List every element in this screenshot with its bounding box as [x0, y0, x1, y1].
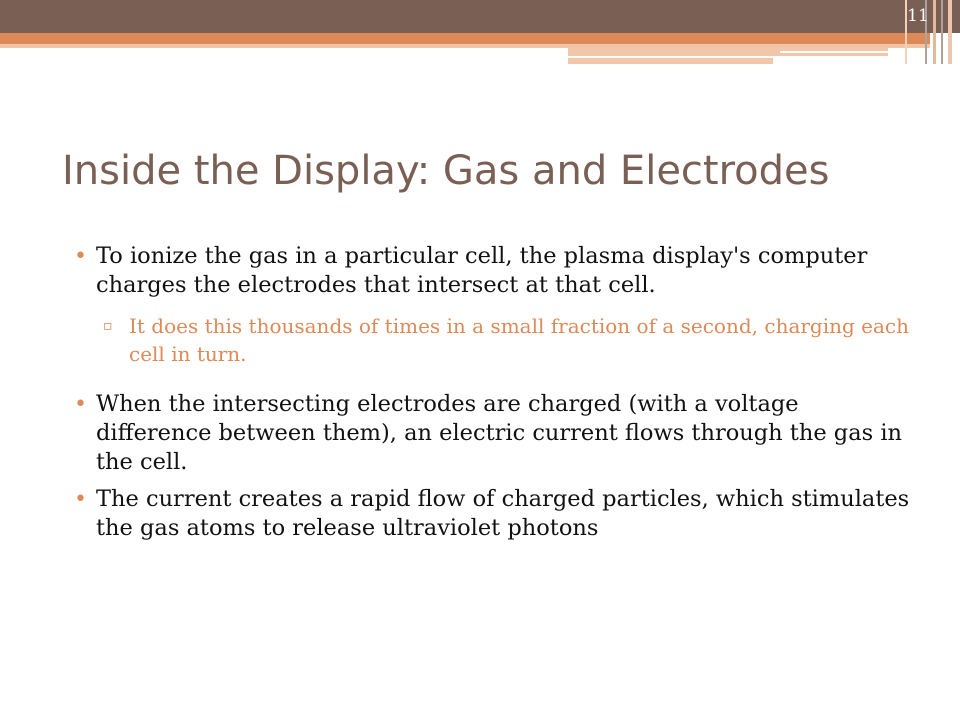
slide-content	[70, 242, 920, 551]
sub-bullet-marker-icon: ▫	[103, 318, 113, 334]
header-bar-dark	[0, 0, 960, 33]
bullet-text-3: The current creates a rapid flow of charged particles, which stimulates the gas atoms to release ultraviolet photons	[96, 486, 910, 541]
bullet-text-1: To ionize the gas in a particular cell, the plasma display's computer charges the electrodes that intersect at that cell.	[96, 243, 868, 298]
slide-number: 11	[907, 6, 929, 26]
header-accent-line	[780, 51, 890, 53]
bullet-marker-icon: •	[74, 244, 87, 269]
bullet-item-3	[70, 485, 920, 543]
header-accent-bar-2	[568, 58, 773, 64]
header-vertical-line-5	[948, 0, 952, 64]
slide-title: Inside the Display: Gas and Electrodes	[62, 148, 830, 194]
bullet-item-1	[70, 242, 920, 300]
bullet-marker-icon: •	[74, 487, 87, 512]
header-bar-orange	[0, 33, 930, 44]
bullet-item-2	[70, 390, 920, 477]
sub-bullet-item-1	[70, 312, 920, 368]
sub-bullet-text-1: It does this thousands of times in a small fraction of a second, charging each cell in turn.	[129, 314, 910, 366]
bullet-marker-icon: •	[74, 392, 87, 417]
header-vertical-line-4	[941, 0, 943, 64]
bullet-text-2: When the intersecting electrodes are charged (with a voltage difference between them), an electric current flows through the gas in the cell.	[96, 391, 903, 475]
